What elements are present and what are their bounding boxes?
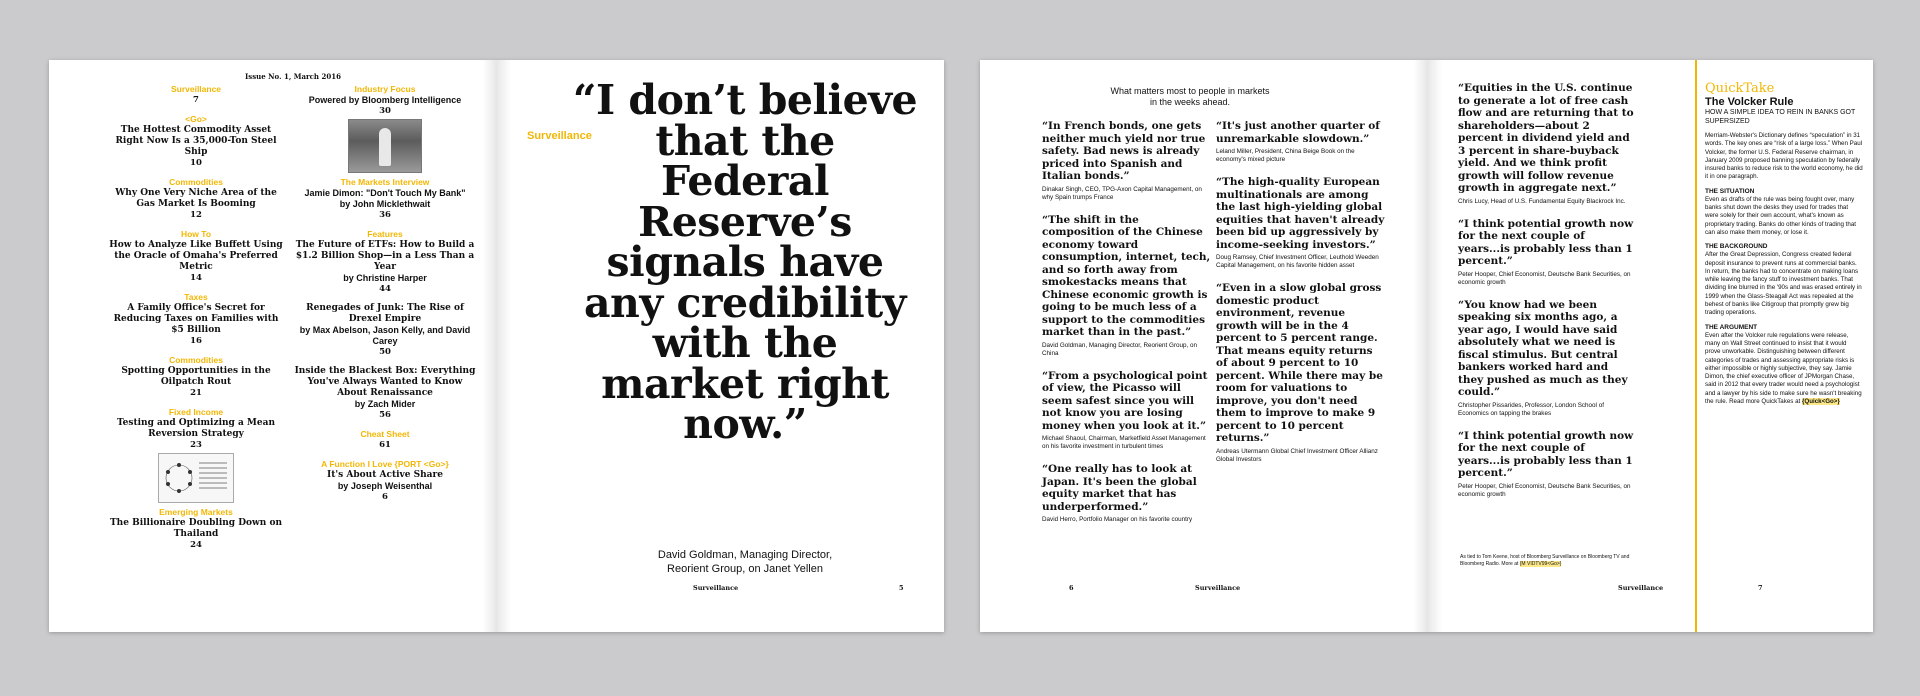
toc-byline: by Joseph Weisenthal xyxy=(337,481,433,491)
quote-attribution: Andreas Utermann Global Chief Investment Officer Allianz Global Investors xyxy=(1216,447,1378,463)
quote-attribution: David Herro, Portfolio Manager on his favorite country xyxy=(1042,516,1193,523)
toc-entry[interactable] xyxy=(292,84,478,117)
quicktake-heading: THE ARGUMENT xyxy=(1705,323,1758,331)
market-quote xyxy=(1216,120,1386,164)
quote-attribution: Dinakar Singh, CEO, TPG-Axon Capital Management, on why Spain trumps France xyxy=(1042,185,1202,201)
toc-title: Inside the Blackest Box: Everything You've Always Wanted to Know About Renaissance xyxy=(294,366,476,398)
quote-text: “In French bonds, one gets neither much yield nor true safety. Bad news is already priced into Spanish and Italian bonds.” xyxy=(1042,120,1206,182)
footer-page-number: 6 xyxy=(1069,584,1074,592)
quote-attribution: Michael Shaoul, Chairman, Marketfield Asset Management on his favorite investment in turbulent times xyxy=(1042,435,1206,450)
quote-column-right xyxy=(1216,120,1386,476)
toc-entry[interactable] xyxy=(292,303,478,358)
markets-page xyxy=(980,60,1428,632)
toc-title: Jamie Dimon: "Don't Touch My Bank" xyxy=(304,188,466,198)
spread-contents-quote xyxy=(49,60,944,632)
quote-text: “Equities in the U.S. continue to generate a lot of free cash flow and are returning that to shareholders—about 2 percent in dividend yield and 3 percent in share-buyback yield. And we think profit growth will follow revenue growth in aggregate next.” xyxy=(1458,82,1634,194)
quote-column-p7 xyxy=(1458,82,1634,511)
quote-text: “Even in a slow global gross domestic product environment, revenue growth will be in the 4 percent to 5 percent range. That means equity returns of about 9 percent to 10 percent. While there may be room for valuations to improve, you don't need them to improve to make 9 percent to 10 percent returns.” xyxy=(1216,282,1383,444)
toc-title: Renegades of Junk: The Rise of Drexel Empire xyxy=(306,303,464,324)
credit-link[interactable]: {M VIDTV99<Go>} xyxy=(1519,560,1562,567)
quote-text: “The high-quality European multinationals are among the last high-yielding global equities that haven't already been bid up aggressively by income-seeking investors.” xyxy=(1216,176,1385,251)
toc-title: A Family Office's Secret for Reducing Taxes on Families with $5 Billion xyxy=(113,303,279,335)
toc-page-number: 56 xyxy=(379,410,391,420)
quote-text: “I think potential growth now for the next couple of years...is probably less than 1 percent.” xyxy=(1458,429,1634,479)
toc-title: Powered by Bloomberg Intelligence xyxy=(308,95,462,105)
quote-attribution: Peter Hooper, Chief Economist, Deutsche Bank Securities, on economic growth xyxy=(1458,270,1631,286)
quicktake-intro: Merriam-Webster's Dictionary defines “speculation” in 31 words. The key ones are “risk of a large loss.” When Paul Volcker, the former U.S. Federal Reserve chairman, in January 2009 proposed banning speculation by federally insured banks to reduce risk to the world economy, he did it in one paragraph. xyxy=(1705,132,1863,181)
toc-title: The Future of ETFs: How to Build a $1.2 Billion Shop—in a Less Than a Year xyxy=(295,240,475,272)
market-quote xyxy=(1042,120,1212,202)
quote-attribution xyxy=(567,548,923,576)
toc-byline: by Max Abelson, Jason Kelly, and David Carey xyxy=(299,325,471,346)
section-label: Surveillance xyxy=(527,130,592,142)
quicktake-title: The Volcker Rule xyxy=(1705,96,1794,108)
toc-page-number: 10 xyxy=(190,158,202,168)
toc-byline: by Zach Mider xyxy=(354,399,416,409)
toc-title: Spotting Opportunities in the Oilpatch Rout xyxy=(121,366,271,387)
toc-entry[interactable] xyxy=(106,355,286,399)
contents-column-2 xyxy=(292,84,478,511)
footer-section: Surveillance xyxy=(693,584,739,592)
quote-text: “One really has to look at Japan. It's been the global equity market that has underperformed.” xyxy=(1042,463,1197,513)
quicktake-heading: THE BACKGROUND xyxy=(1705,243,1768,251)
toc-section: Commodities xyxy=(169,355,223,365)
toc-title: Testing and Optimizing a Mean Reversion Strategy xyxy=(117,418,275,439)
toc-section: Taxes xyxy=(184,292,208,302)
spread-markets-quicktake xyxy=(980,60,1873,632)
toc-entry[interactable] xyxy=(106,407,286,451)
quicktake-label: QuickTake xyxy=(1705,81,1775,96)
quicktake-link[interactable]: {Quick<Go>} xyxy=(1802,398,1840,406)
market-quote xyxy=(1458,299,1634,418)
toc-section: Fixed Income xyxy=(168,407,224,417)
quote-page xyxy=(497,60,944,632)
market-quote xyxy=(1216,282,1386,464)
toc-page-number: 30 xyxy=(379,106,391,116)
toc-page-number: 12 xyxy=(190,210,202,220)
quicktake-paragraph: Even as drafts of the rule was being fought over, many banks shut down the desks they used for trades that were solely for their own account, what's known as proprietary trading. Banks do other kinds of trading that can also make them money, or lose it. xyxy=(1705,195,1856,236)
quote-text: “The shift in the composition of the Chinese economy toward consumption, internet, tech, and so forth away from smokestacks means that Chinese economic growth is going to be much less of a support to the commodities market than in the past.” xyxy=(1042,213,1211,338)
market-quote xyxy=(1458,82,1634,206)
toc-entry[interactable] xyxy=(106,84,286,106)
market-quote xyxy=(1042,463,1212,524)
quote-attribution: Christopher Pissarides, Professor, London School of Economics on tapping the brakes xyxy=(1458,401,1604,417)
quicktake-paragraph: After the Great Depression, Congress created federal deposit insurance to prevent runs at commercial banks. In return, the banks had to concentrate on making loans while leaving the fancy stuff to investment banks. That dividing line blurred in the '90s and was erased entirely in 1999 when the Glass-Steagall Act was repealed at the behest of banks like Citigroup that promptly grew big trading operations. xyxy=(1705,251,1862,317)
attribution-line: Reorient Group, on Janet Yellen xyxy=(667,563,823,575)
pull-quote: “I don’t believe that the Federal Reserve’s signals have any credibility with the market right now.” xyxy=(572,76,918,448)
toc-entry[interactable] xyxy=(106,177,286,221)
toc-entry[interactable] xyxy=(292,459,478,503)
toc-page-number: 36 xyxy=(379,210,391,220)
toc-page-number: 24 xyxy=(190,540,202,550)
toc-entry[interactable] xyxy=(106,114,286,169)
toc-page-number: 23 xyxy=(190,440,202,450)
toc-entry[interactable] xyxy=(106,229,286,284)
toc-page-number: 7 xyxy=(193,95,199,105)
toc-entry[interactable] xyxy=(106,507,286,551)
heading-line: What matters most to people in markets xyxy=(1110,86,1270,96)
market-quote xyxy=(1042,370,1212,452)
market-quote xyxy=(1458,218,1634,287)
toc-page-number: 14 xyxy=(190,273,202,283)
footer-section: Surveillance xyxy=(1618,584,1664,592)
toc-title: Why One Very Niche Area of the Gas Market Is Booming xyxy=(115,188,277,209)
toc-byline: by John Micklethwait xyxy=(339,199,431,209)
quicktake-content xyxy=(1705,82,1863,412)
toc-section: Features xyxy=(367,229,403,239)
toc-byline: by Christine Harper xyxy=(343,273,427,283)
quote-text: “It's just another quarter of unremarkable slowdown.” xyxy=(1216,120,1380,145)
toc-section: How To xyxy=(180,229,212,239)
heading-line: in the weeks ahead. xyxy=(1149,97,1231,107)
contents-page xyxy=(49,60,497,632)
markets-heading xyxy=(1090,86,1290,108)
footer-page-number: 7 xyxy=(1758,584,1763,592)
toc-section: Cheat Sheet xyxy=(360,429,410,439)
toc-page-number: 16 xyxy=(190,336,202,346)
quote-attribution: David Goldman, Managing Director, Reorient Group, on China xyxy=(1042,341,1198,357)
toc-section: Emerging Markets xyxy=(159,507,233,517)
footer-page-number: 5 xyxy=(899,584,904,592)
toc-title: How to Analyze Like Buffett Using the Oracle of Omaha's Preferred Metric xyxy=(109,240,283,272)
quote-attribution: Chris Lucy, Head of U.S. Fundamental Equity Blackrock Inc. xyxy=(1458,197,1626,205)
toc-section: A Function I Love {PORT <Go>} xyxy=(321,459,449,469)
quote-text: “I think potential growth now for the next couple of years...is probably less than 1 percent.” xyxy=(1458,217,1634,267)
market-quote xyxy=(1042,214,1212,358)
quicktake-sidebar xyxy=(1695,60,1873,632)
toc-page-number: 6 xyxy=(382,492,388,502)
gutter-shadow xyxy=(483,60,497,632)
toc-page-number: 61 xyxy=(379,440,391,450)
toc-page-number: 50 xyxy=(379,347,391,357)
toc-page-number: 21 xyxy=(190,388,202,398)
quicktake-subtitle: HOW A SIMPLE IDEA TO REIN IN BANKS GOT SUPERSIZED xyxy=(1705,109,1856,125)
toc-entry[interactable] xyxy=(106,292,286,347)
chart-thumbnail-image xyxy=(158,453,234,503)
page-seven xyxy=(1428,60,1873,632)
attribution-line: David Goldman, Managing Director, xyxy=(657,549,833,561)
interview-photo xyxy=(348,119,422,173)
contents-column-1 xyxy=(106,84,286,559)
credit-text: As tied to Tom Keene, host of Bloomberg Surveillance on Bloomberg TV and Bloomberg Radio. More at xyxy=(1460,554,1630,567)
toc-entry[interactable] xyxy=(292,229,478,295)
quote-text: “You know had we been speaking six months ago, a year ago, I would have said absolutely what we need is fiscal stimulus. But central bankers worked hard and they pushed as much as they could.” xyxy=(1458,298,1628,398)
quote-text: “From a psychological point of view, the Picasso will seem safest since you will not know you are losing money when you look at it.” xyxy=(1042,369,1208,432)
toc-section: Surveillance xyxy=(170,84,222,94)
market-quote xyxy=(1458,430,1634,499)
toc-entry[interactable] xyxy=(292,429,478,451)
toc-page-number: 44 xyxy=(379,284,391,294)
toc-section: The Markets Interview xyxy=(340,177,430,187)
toc-section: Industry Focus xyxy=(354,84,416,94)
quicktake-paragraph xyxy=(1705,332,1863,407)
toc-title: The Billionaire Doubling Down on Thailand xyxy=(109,518,282,539)
quote-attribution: Doug Ramsey, Chief Investment Officer, Leuthold Weeden Capital Management, on his favorite hidden asset xyxy=(1216,254,1379,269)
toc-title: The Hottest Commodity Asset Right Now Is a 35,000-Ton Steel Ship xyxy=(115,125,277,157)
quicktake-argument-text: Even after the Volcker rule regulations were release, many on Wall Street continued to insist that it would prove unworkable. Distinguishing between different categories of trades and assessing appropriate risks is either impossible or highly subjective, they say. Jamie Dimon, the chief executive officer of JPMorgan Chase, said in 2012 that every trader would need a psychologist and a lawyer by his side to make sure he wasn't breaking the rule. Read more QuickTakes at xyxy=(1705,331,1862,406)
toc-section: <Go> xyxy=(185,114,207,124)
quote-attribution: Peter Hooper, Chief Economist, Deutsche Bank Securities, on economic growth xyxy=(1458,482,1631,498)
gutter-shadow xyxy=(1414,60,1428,632)
quote-column-left xyxy=(1042,120,1212,536)
credit-note xyxy=(1460,554,1630,567)
quote-attribution: Leland Miller, President, China Beige Book on the economy's mixed picture xyxy=(1216,148,1355,163)
toc-entry[interactable] xyxy=(292,177,478,221)
quicktake-heading: THE SITUATION xyxy=(1705,187,1755,195)
toc-title: It's About Active Share xyxy=(327,470,443,480)
footer-section: Surveillance xyxy=(1195,584,1241,592)
toc-entry[interactable] xyxy=(292,366,478,421)
issue-line: Issue No. 1, March 2016 xyxy=(245,72,341,81)
market-quote xyxy=(1216,176,1386,270)
toc-section: Commodities xyxy=(169,177,223,187)
